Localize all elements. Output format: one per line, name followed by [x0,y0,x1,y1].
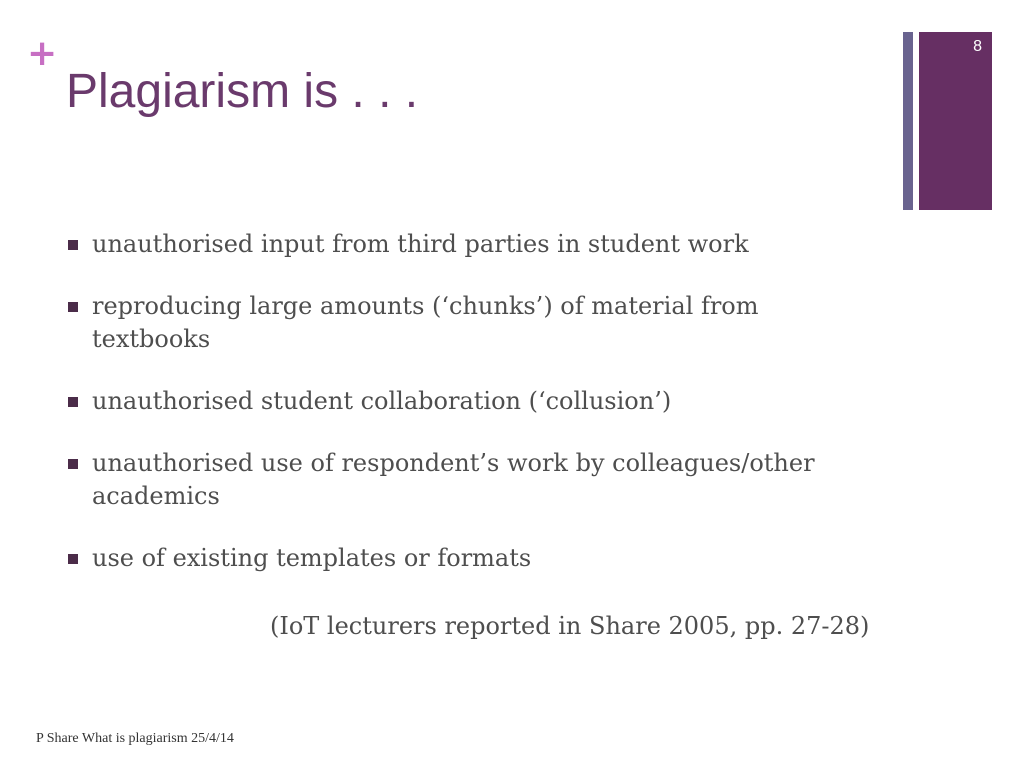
square-bullet-icon [68,302,78,312]
bullet-text: use of existing templates or formats [92,544,532,572]
citation: (IoT lecturers reported in Share 2005, pp. 27-28) [270,612,870,640]
decorative-bar-thin [903,32,913,210]
slide-title: Plagiarism is . . . [66,65,419,118]
page-number: 8 [973,38,982,55]
bullet-item [66,447,866,513]
bullet-text: unauthorised use of respondent’s work by colleagues/other academics [92,449,815,510]
plus-icon: + [27,33,58,74]
bullet-item [66,228,866,261]
decorative-bar-wide [919,32,992,210]
square-bullet-icon [68,397,78,407]
square-bullet-icon [68,240,78,250]
square-bullet-icon [68,459,78,469]
square-bullet-icon [68,554,78,564]
bullet-text: unauthorised student collaboration (‘collusion’) [92,387,672,415]
bullet-text: reproducing large amounts (‘chunks’) of material from textbooks [92,292,759,353]
bullet-text: unauthorised input from third parties in student work [92,230,749,258]
bullet-item [66,290,866,356]
bullet-list [66,228,866,604]
bullet-item [66,542,866,575]
bullet-item [66,385,866,418]
footer-text: P Share What is plagiarism 25/4/14 [36,731,234,746]
